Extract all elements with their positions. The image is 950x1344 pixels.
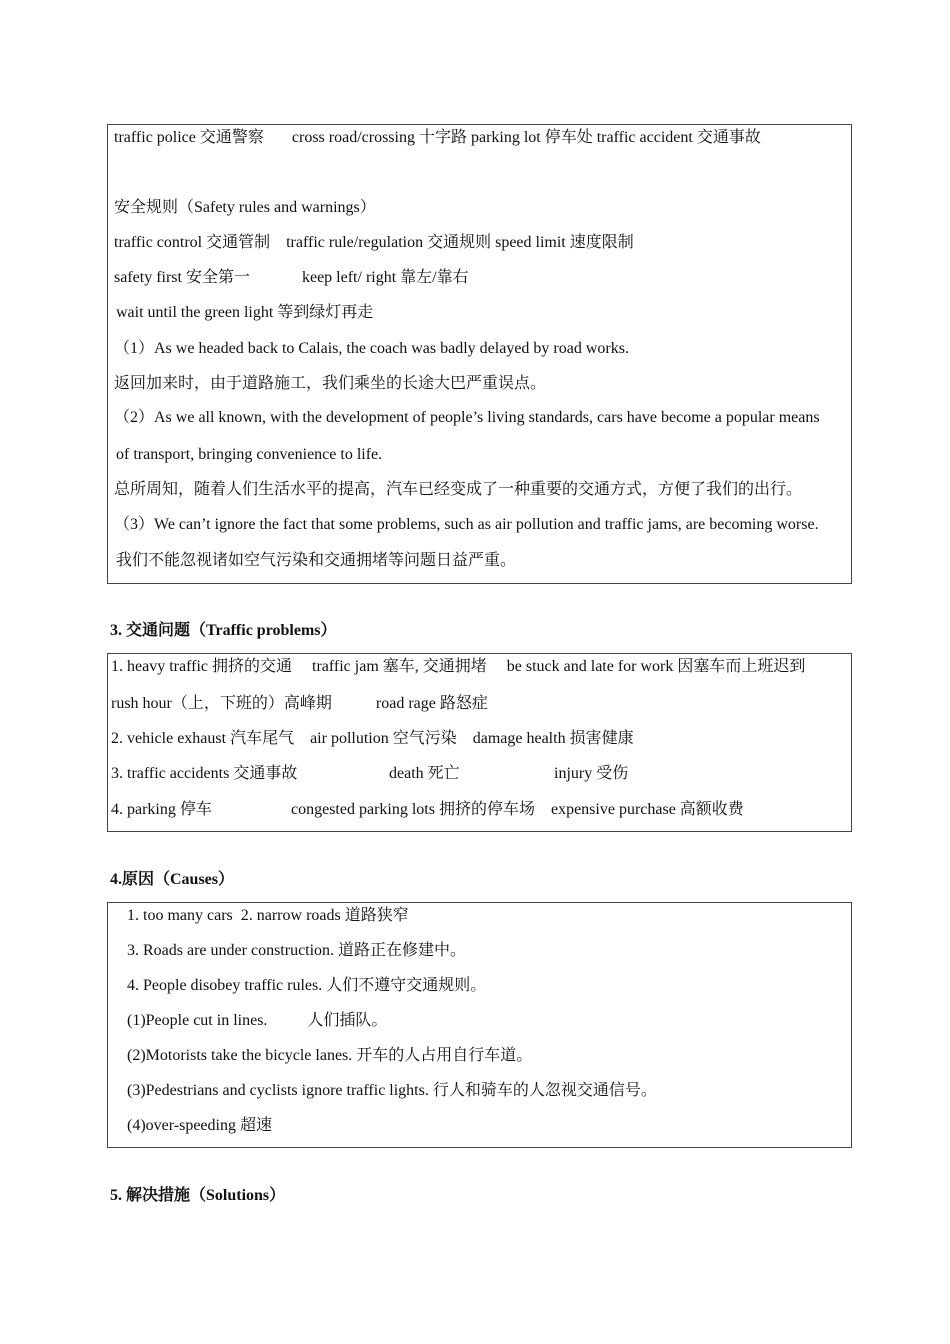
traffic-problems-heading: 3. 交通问题（Traffic problems） <box>110 622 337 639</box>
vocab-line-control: traffic control 交通管制 traffic rule/regulation 交通规则 speed limit 速度限制 <box>114 234 634 251</box>
example-2-chinese: 总所周知，随着人们生活水平的提高，汽车已经变成了一种重要的交通方式，方便了我们的出行。 <box>114 481 803 498</box>
example-2-english-part2: of transport, bringing convenience to life. <box>116 446 383 463</box>
causes-sub-1: (1)People cut in lines. 人们插队。 <box>127 1012 388 1029</box>
causes-line-4: 4. People disobey traffic rules. 人们不遵守交通规则。 <box>127 977 487 994</box>
vocab-line-green-light: wait until the green light 等到绿灯再走 <box>116 304 374 321</box>
vocab-line-police: traffic police 交通警察 cross road/crossing 十字路 parking lot 停车处 traffic accident 交通事故 <box>114 129 761 146</box>
problems-line-death: death 死亡 <box>389 765 460 782</box>
problems-line-injury: injury 受伤 <box>554 765 629 782</box>
causes-line-3: 3. Roads are under construction. 道路正在修建中。 <box>127 942 467 959</box>
causes-heading: 4.原因（Causes） <box>110 871 235 888</box>
example-2-english-part1: （2）As we all known, with the development of people’s living standards, cars have become a popular means <box>114 409 820 426</box>
causes-line-1: 1. too many cars 2. narrow roads 道路狭窄 <box>127 907 409 924</box>
problems-line-heavy-traffic: 1. heavy traffic 拥挤的交通 traffic jam 塞车, 交通拥堵 be stuck and late for work 因塞车而上班迟到 <box>111 658 806 675</box>
causes-sub-4: (4)over-speeding 超速 <box>127 1117 272 1134</box>
vocab-line-safety-first: safety first 安全第一 keep left/ right 靠左/靠右 <box>114 269 469 286</box>
problems-line-parking: 4. parking 停车 <box>111 801 212 818</box>
example-3-chinese: 我们不能忽视诸如空气污染和交通拥堵等问题日益严重。 <box>116 552 517 569</box>
example-1-english: （1）As we headed back to Calais, the coach was badly delayed by road works. <box>114 340 629 357</box>
causes-sub-3: (3)Pedestrians and cyclists ignore traffic lights. 行人和骑车的人忽视交通信号。 <box>127 1082 657 1099</box>
example-1-chinese: 返回加来时，由于道路施工，我们乘坐的长途大巴严重误点。 <box>114 375 547 392</box>
problems-line-accidents: 3. traffic accidents 交通事故 <box>111 765 298 782</box>
causes-sub-2: (2)Motorists take the bicycle lanes. 开车的人占用自行车道。 <box>127 1047 533 1064</box>
example-3-english: （3）We can’t ignore the fact that some problems, such as air pollution and traffic jams, are becoming worse. <box>114 516 819 533</box>
safety-rules-heading: 安全规则（Safety rules and warnings） <box>114 199 376 216</box>
solutions-heading: 5. 解决措施（Solutions） <box>110 1187 286 1204</box>
problems-line-congested-parking: congested parking lots 拥挤的停车场 expensive purchase 高额收费 <box>291 801 744 818</box>
problems-line-exhaust: 2. vehicle exhaust 汽车尾气 air pollution 空气污染 damage health 损害健康 <box>111 730 634 747</box>
problems-line-rush-hour: rush hour（上，下班的）高峰期 road rage 路怒症 <box>111 695 488 712</box>
